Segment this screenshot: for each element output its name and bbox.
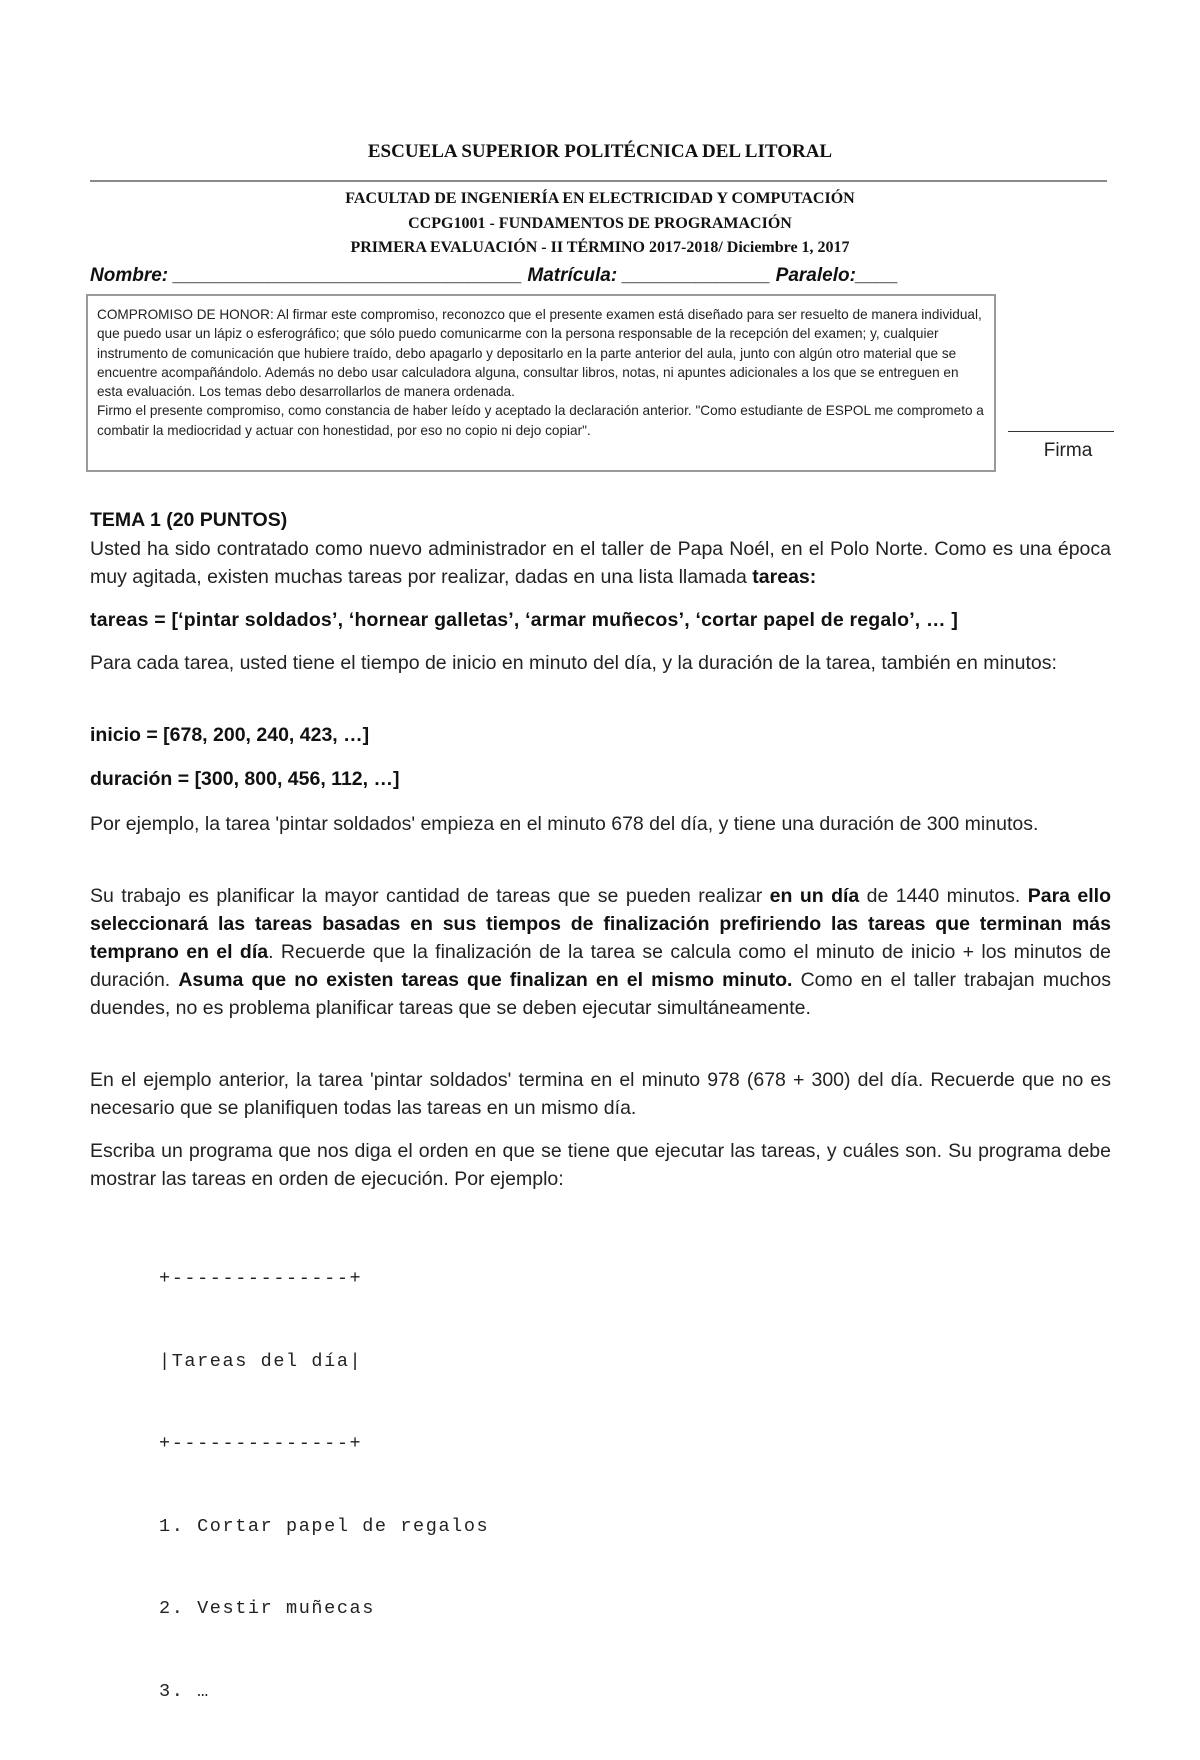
paralelo-label: Paralelo: <box>775 265 856 286</box>
paragraph-text: Su trabajo es planificar la mayor cantidad de tareas que se pueden realizar <box>90 885 770 907</box>
student-info-line <box>90 265 1110 287</box>
nombre-label: Nombre: <box>90 265 169 286</box>
duracion-list-code: duración = [300, 800, 456, 112, …] <box>90 768 400 790</box>
code-line: +--------------+ <box>159 1433 363 1454</box>
honor-paragraph: COMPROMISO DE HONOR: Al firmar este compromiso, reconozco que el presente examen está diseñado para ser resuelto de manera individual, que puedo usar un lápiz o esferográfico; que sólo puedo comunicarme con la persona responsable de la recepción del examen; y, cualquier instrumento de comunicación que hubiere traído, debo apagarlo y depositarlo en la parte anterior del aula, junto con algún otro material que se encuentre acompañándolo. Además no debo usar calculadora alguna, consultar libros, notas, ni apuntes adicionales a los que se entreguen en esta evaluación. Los temas debo desarrollarlos de manera ordenada. <box>97 307 982 400</box>
matricula-field[interactable]: ______________ <box>622 265 771 286</box>
tema-paragraph <box>90 882 1111 1022</box>
honor-paragraph: Firmo el presente compromiso, como constancia de haber leído y aceptado la declaración anterior. "Como estudiante de ESPOL me comprometo a combatir la mediocridad y actuar con honestidad, por eso no copio ni dejo copiar". <box>97 403 984 438</box>
tema-paragraph: Escriba un programa que nos diga el orden en que se tiene que ejecutar las tareas, y cuáles son. Su programa debe mostrar las tareas en orden de ejecución. Por ejemplo: <box>90 1140 1111 1190</box>
tema-paragraph <box>90 535 1111 591</box>
paragraph-bold: tareas: <box>752 566 817 588</box>
tema-paragraph: Por ejemplo, la tarea 'pintar soldados' empieza en el minuto 678 del día, y tiene una duración de 300 minutos. <box>90 813 1039 835</box>
paragraph-bold: Para ello seleccionará las tareas basadas en sus tiempos de finalización prefiriendo las tareas que terminan más temprano en el día <box>90 885 1112 963</box>
tareas-list-code: tareas = [‘pintar soldados’, ‘hornear galletas’, ‘armar muñecos’, ‘cortar papel de regalo’, … ] <box>90 609 959 631</box>
signature-label: Firma <box>1043 440 1093 461</box>
matricula-label: Matrícula: <box>527 265 618 286</box>
faculty-title: FACULTAD DE INGENIERÍA EN ELECTRICIDAD Y COMPUTACIÓN <box>345 190 855 207</box>
code-line: 2. Vestir muñecas <box>159 1598 375 1619</box>
code-line: 1. Cortar papel de regalos <box>159 1515 490 1537</box>
output-example-code <box>159 1210 489 1760</box>
code-line: 3. … <box>159 1680 210 1702</box>
exam-title: PRIMERA EVALUACIÓN - II TÉRMINO 2017-2018/ Diciembre 1, 2017 <box>350 239 850 256</box>
paragraph-text: Como en el taller trabajan muchos duendes, no es problema planificar tareas que se deben ejecutar simultáneamente. <box>90 969 1111 1019</box>
inicio-list-code: inicio = [678, 200, 240, 423, …] <box>90 724 370 746</box>
code-line: |Tareas del día| <box>159 1350 363 1372</box>
tema-paragraph: Para cada tarea, usted tiene el tiempo de inicio en minuto del día, y la duración de la tarea, también en minutos: <box>90 652 1057 674</box>
code-line: +--------------+ <box>159 1268 363 1289</box>
honor-pledge-box <box>86 294 996 472</box>
university-title: ESCUELA SUPERIOR POLITÉCNICA DEL LITORAL <box>367 141 833 162</box>
paragraph-text: . Recuerde que la finalización de la tarea se calcula como el minuto de inicio + los minutos de duración. <box>90 941 1111 991</box>
header-divider <box>90 180 1107 182</box>
paralelo-field[interactable]: ____ <box>855 265 899 286</box>
paragraph-text: Usted ha sido contratado como nuevo administrador en el taller de Papa Noél, en el Polo Norte. Como es una época muy agitada, existen muchas tareas por realizar, dadas en una lista llamada <box>90 538 1111 588</box>
tema-paragraph: En el ejemplo anterior, la tarea 'pintar soldados' termina en el minuto 978 (678 + 300) del día. Recuerde que no es necesario que se planifiquen todas las tareas en un mismo día. <box>90 1069 1111 1119</box>
paragraph-text: de 1440 minutos. <box>859 885 1028 907</box>
nombre-field[interactable]: _________________________________ <box>173 265 523 286</box>
paragraph-bold: Asuma que no existen tareas que finalizan en el mismo minuto. <box>178 969 793 991</box>
paragraph-bold: en un día <box>769 885 860 907</box>
tema-title: TEMA 1 (20 PUNTOS) <box>90 509 288 531</box>
course-title: CCPG1001 - FUNDAMENTOS DE PROGRAMACIÓN <box>408 215 792 232</box>
